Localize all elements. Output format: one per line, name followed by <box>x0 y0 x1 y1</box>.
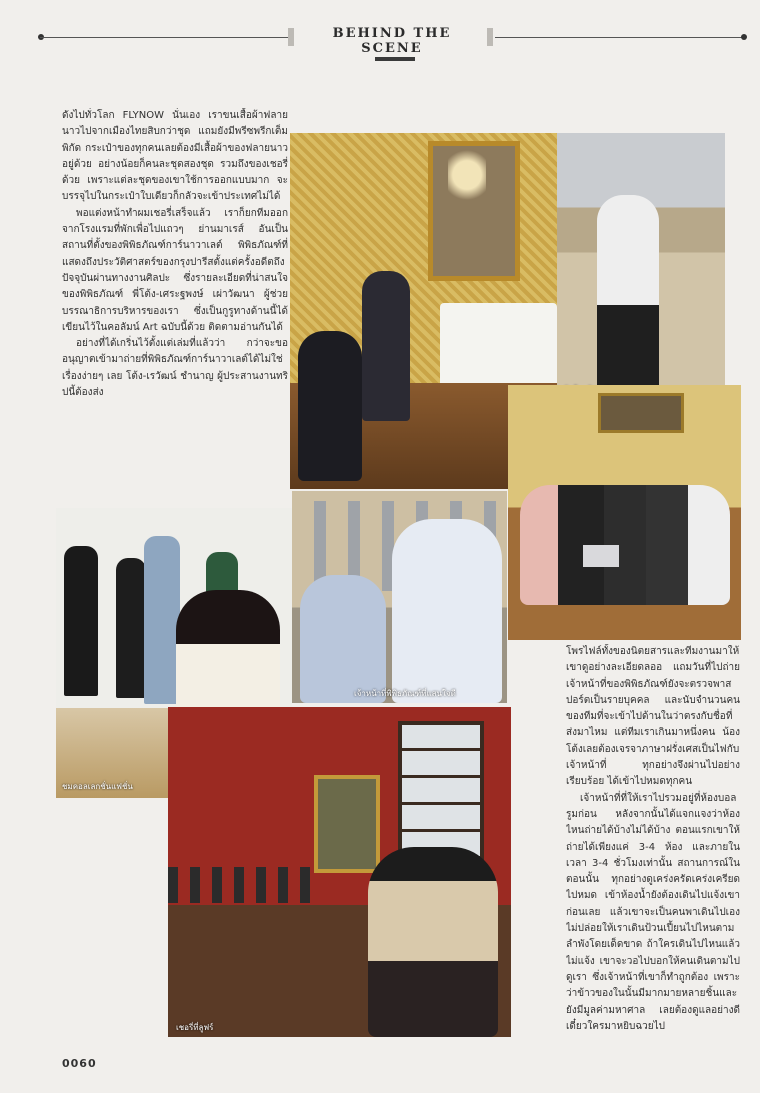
page-number: 0060 <box>62 1057 97 1070</box>
photo-model-outdoor <box>557 133 725 399</box>
photographer <box>368 847 498 1037</box>
photo-red-gallery <box>168 707 511 1037</box>
framed-painting <box>314 775 380 873</box>
photo-caption: ชมคอลเลกชั่นแฟชั่น <box>62 782 133 791</box>
photo-caption: เจ้าหน้าที่พิพิธภัณฑ์ที่แสนใจดี <box>354 689 456 698</box>
painting-frame <box>598 393 684 433</box>
article-column-left <box>62 108 288 498</box>
header-mark-left <box>288 28 294 46</box>
paragraph: เจ้าหน้าที่ที่ให้เราไปรวมอยู่ที่ห้องบอลรูมก่อน หลังจากนั้นได้แจกแจงว่าห้องไหนถ่ายได้บ้างไม่ได้บ้าง ตอนแรกเขาให้ถ่ายได้เพียงแค่ 3-4 ห้อง และภายในเวลา 3-4 ชั่วโมงเท่านั้น สถานการณ์ในตอนนั้น ทุกอย่างดูเคร่งครัดเคร่งเครียดไปหมด เข้าห้องน้ำยังต้องเดินไปแจ้งเขาก่อนเลย แล้วเขาจะเป็นคนพาเดินไปเอง ไม่ปล่อยให้เราเดินป้วนเปี้ยนไปไหนตามลำพังโดยเด็ดขาด ถ้าใครเดินไปไหนแล้วไม่แจ้ง เขาจะวอไปบอกให้คนเดินตามไปดูเรา ซึ่งเจ้าหน้าที่เขาก็ทำถูกต้อง เพราะว่าข้าวของในนั้นมีมากมายหลายชิ้นและยังมีมูลค่ามหาศาล เลยต้องดูแลอย่างดี เดี๋ยวใครมาหยิบฉวยไป <box>566 792 740 1032</box>
white-piano <box>440 303 557 393</box>
visitor-crowd <box>168 867 318 903</box>
dress-black-1 <box>64 546 98 696</box>
staff-woman <box>300 575 386 703</box>
person-seated <box>362 271 410 421</box>
header-rule-right <box>495 37 745 38</box>
paragraph: ดังไปทั่วโลก FLYNOW นั่นเอง เราขนเสื้อผ้าฟลายนาวไปจากเมืองไทยสิบกว่าชุด แถมยังมีพรีซพรีกเต็มพิกัด กระเป๋าของทุกคนเลยต้องมีเสื้อผ้าของฟลายนาวอยู่ด้วย อย่างน้อยก็คนละชุดสองชุด รวมถึงของเชอรี่ด้วย เพราะแต่ละชุดของเขาใช้การออกแบบมาก จะบรรจุไปในกระเป๋าใบเดียวก็กลัวจะเข้าประเทศไม่ได้ <box>62 110 288 203</box>
photo-team-laptop <box>508 385 741 640</box>
team-group <box>520 485 730 605</box>
paragraph: โพรไฟล์ทั้งของนิตยสารและทีมงานมาให้เขาดูอย่างละเอียดลออ แถมวันที่ไปถ่ายเจ้าหน้าที่ของพิพิธภัณฑ์ยังจะตรวจพาสปอร์ตเป็นรายบุคคล และนับจำนวนคนของทีมที่จะเข้าไปด้านในว่าตรงกับชื่อที่ส่งมาไหม แต่ทีมเราเกินมาหนึ่งคน น้องโต้งเลยต้องเจรจาภาษาฝรั่งเศสเป็นไฟกับเจ้าหน้าที่ ทุกอย่างจึงผ่านไปอย่างเรียบร้อย ได้เข้าไปหมดทุกคน <box>566 646 740 788</box>
dress-blue <box>144 536 180 704</box>
person-kneeling <box>298 331 362 481</box>
header-bar <box>375 57 415 61</box>
dress-black-2 <box>116 558 146 698</box>
article-column-right <box>566 644 740 1039</box>
laptop <box>583 545 619 567</box>
paragraph: อย่างที่ได้เกริ่นไว้ตั้งแต่เล่มที่แล้วว่า กว่าจะขออนุญาตเข้ามาถ่ายที่พิพิธภัณฑ์การ์นาวาเลต์ได้ไม่ใช่เรื่องง่ายๆ เลย โต้ง-เรวัฒน์ ชำนาญ ผู้ประสานงานทริปนี้ต้องส่ง <box>62 338 288 399</box>
paragraph: พอแต่งหน้าทำผมเชอรี่เสร็จแล้ว เราก็ยกทีมออกจากโรงแรมที่พักเพื่อไปแถวๆ ย่านมาเรส์ อันเป็นสถานที่ตั้งของพิพิธภัณฑ์การ์นาวาเลต์ พิพิธภัณฑ์ที่แสดงถึงประวัติศาสตร์ของกรุงปารีสตั้งแต่ครั้งอดีตถึงปัจจุบันผ่านทางงานศิลปะ ซึ่งรายละเอียดที่น่าสนใจของพิพิธภัณฑ์ พี่โต้ง-เศระฐพงษ์ เผ่าวัฒนา ผู้ช่วยบรรณาธิการบริหารของเรา ซึ่งเป็นกูรูทางด้านนี้ได้เขียนไว้ในคอลัมน์ Art ฉบับนี้ด้วย ติดตามอ่านกันได้ <box>62 207 288 333</box>
header-mark-right <box>487 28 493 46</box>
photo-museum-staff <box>292 491 507 703</box>
header-rule-left <box>40 37 290 38</box>
model-figure <box>597 195 659 395</box>
staff-man <box>392 519 502 703</box>
header-dot-right <box>741 34 747 40</box>
photo-caption: เชอรี่ที่ลูฟร์ <box>176 1023 214 1032</box>
section-title: BEHIND THE SCENE <box>332 26 452 56</box>
chandelier <box>448 145 486 205</box>
